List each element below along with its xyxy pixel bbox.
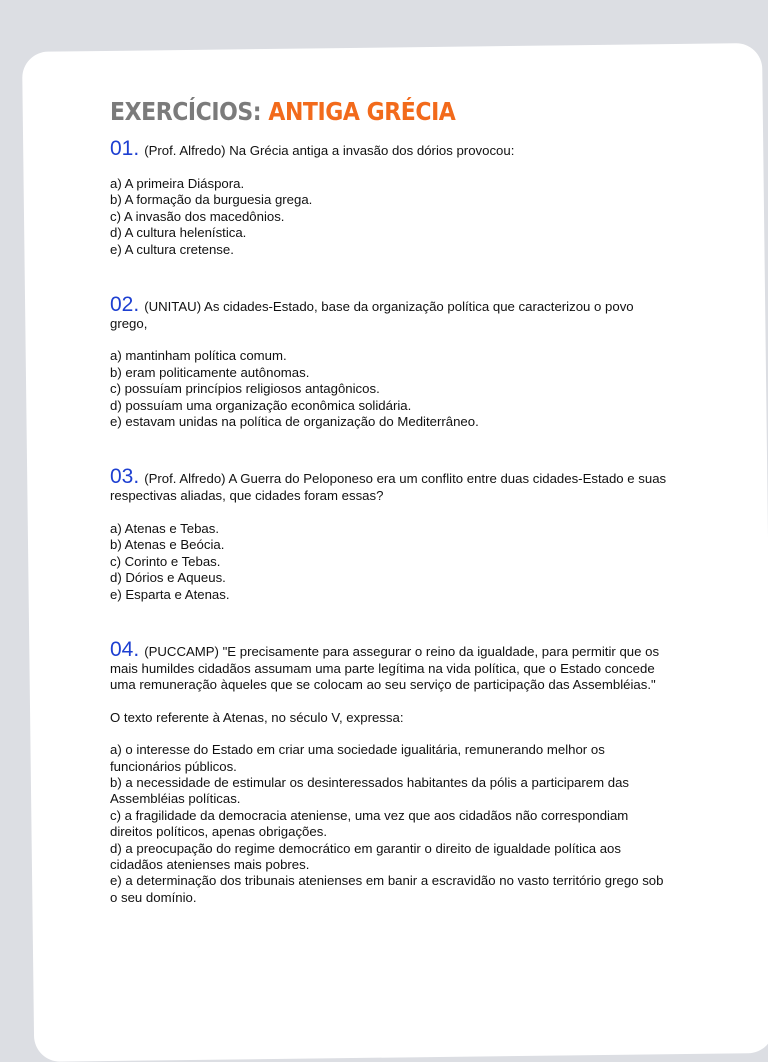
question-prompt: O texto referente à Atenas, no século V, expressa:: [110, 709, 404, 725]
option-b: b) a necessidade de estimular os desinteressados habitantes da pólis a participarem das Assembléias políticas.: [110, 774, 630, 807]
option-e: e) a determinação dos tribunais atenienses em banir a escravidão no vasto território grego sob o seu domínio.: [110, 873, 664, 905]
options-list: [110, 742, 670, 906]
option-c: c) Corinto e Tebas.: [110, 553, 221, 569]
option-e: e) estavam unidas na política de organização do Mediterrâneo.: [110, 414, 479, 430]
option-d: d) A cultura helenística.: [110, 225, 247, 241]
question-stem: [110, 138, 670, 160]
option-b: b) eram politicamente autônomas.: [110, 364, 310, 380]
question-stem: [110, 639, 670, 694]
question-04: [110, 639, 670, 906]
option-e: e) A cultura cretense.: [110, 241, 234, 257]
options-list: [110, 348, 670, 430]
title-subject: ANTIGA GRÉCIA: [268, 97, 456, 126]
question-text: (UNITAU) As cidades-Estado, base da organização política que caracterizou o povo grego,: [110, 299, 634, 332]
options-list: [110, 521, 670, 603]
question-03: [110, 466, 670, 602]
question-02: [110, 294, 670, 430]
option-a: a) o interesse do Estado em criar uma sociedade igualitária, remunerando melhor os funcionários públicos.: [110, 742, 605, 774]
question-number: 03.: [110, 465, 140, 489]
option-a: a) Atenas e Tebas.: [110, 520, 219, 536]
option-d: d) possuíam uma organização econômica solidária.: [110, 397, 412, 413]
options-list: [110, 176, 670, 258]
question-number: 02.: [110, 293, 140, 317]
question-text: (Prof. Alfredo) A Guerra do Peloponeso era um conflito entre duas cidades-Estado e suas respectivas aliadas, que cidades foram essas?: [110, 471, 667, 504]
option-a: a) mantinham política comum.: [110, 348, 287, 364]
option-d: d) Dórios e Aqueus.: [110, 570, 226, 586]
option-c: c) A invasão dos macedônios.: [110, 208, 285, 224]
option-b: b) Atenas e Beócia.: [110, 537, 225, 553]
option-c: c) possuíam princípios religiosos antagônicos.: [110, 381, 380, 397]
question-01: [110, 138, 670, 258]
question-stem: [110, 294, 670, 332]
title-prefix: EXERCÍCIOS:: [110, 97, 262, 126]
question-number: 01.: [110, 137, 140, 160]
option-b: b) A formação da burguesia grega.: [110, 192, 313, 208]
question-text: (Prof. Alfredo) Na Grécia antiga a invasão dos dórios provocou:: [144, 143, 515, 158]
option-d: d) a preocupação do regime democrático em garantir o direito de igualdade política aos cidadãos atenienses mais pobres.: [110, 840, 621, 872]
page-title: [110, 96, 603, 128]
question-number: 04.: [110, 637, 140, 661]
question-stem: [110, 466, 670, 504]
option-e: e) Esparta e Atenas.: [110, 586, 230, 602]
worksheet-content: [110, 96, 670, 906]
option-c: c) a fragilidade da democracia ateniense, uma vez que aos cidadãos não correspondiam direitos políticos, apenas obrigações.: [110, 807, 629, 840]
option-a: a) A primeira Diáspora.: [110, 176, 245, 191]
question-text: (PUCCAMP) "E precisamente para assegurar o reino da igualdade, para permitir que os mais humildes cidadãos assumam uma parte legítima na vida política, que o Estado concede uma remuneração àqueles que se colocam ao seu serviço de participação das Assembléias.": [110, 643, 660, 693]
